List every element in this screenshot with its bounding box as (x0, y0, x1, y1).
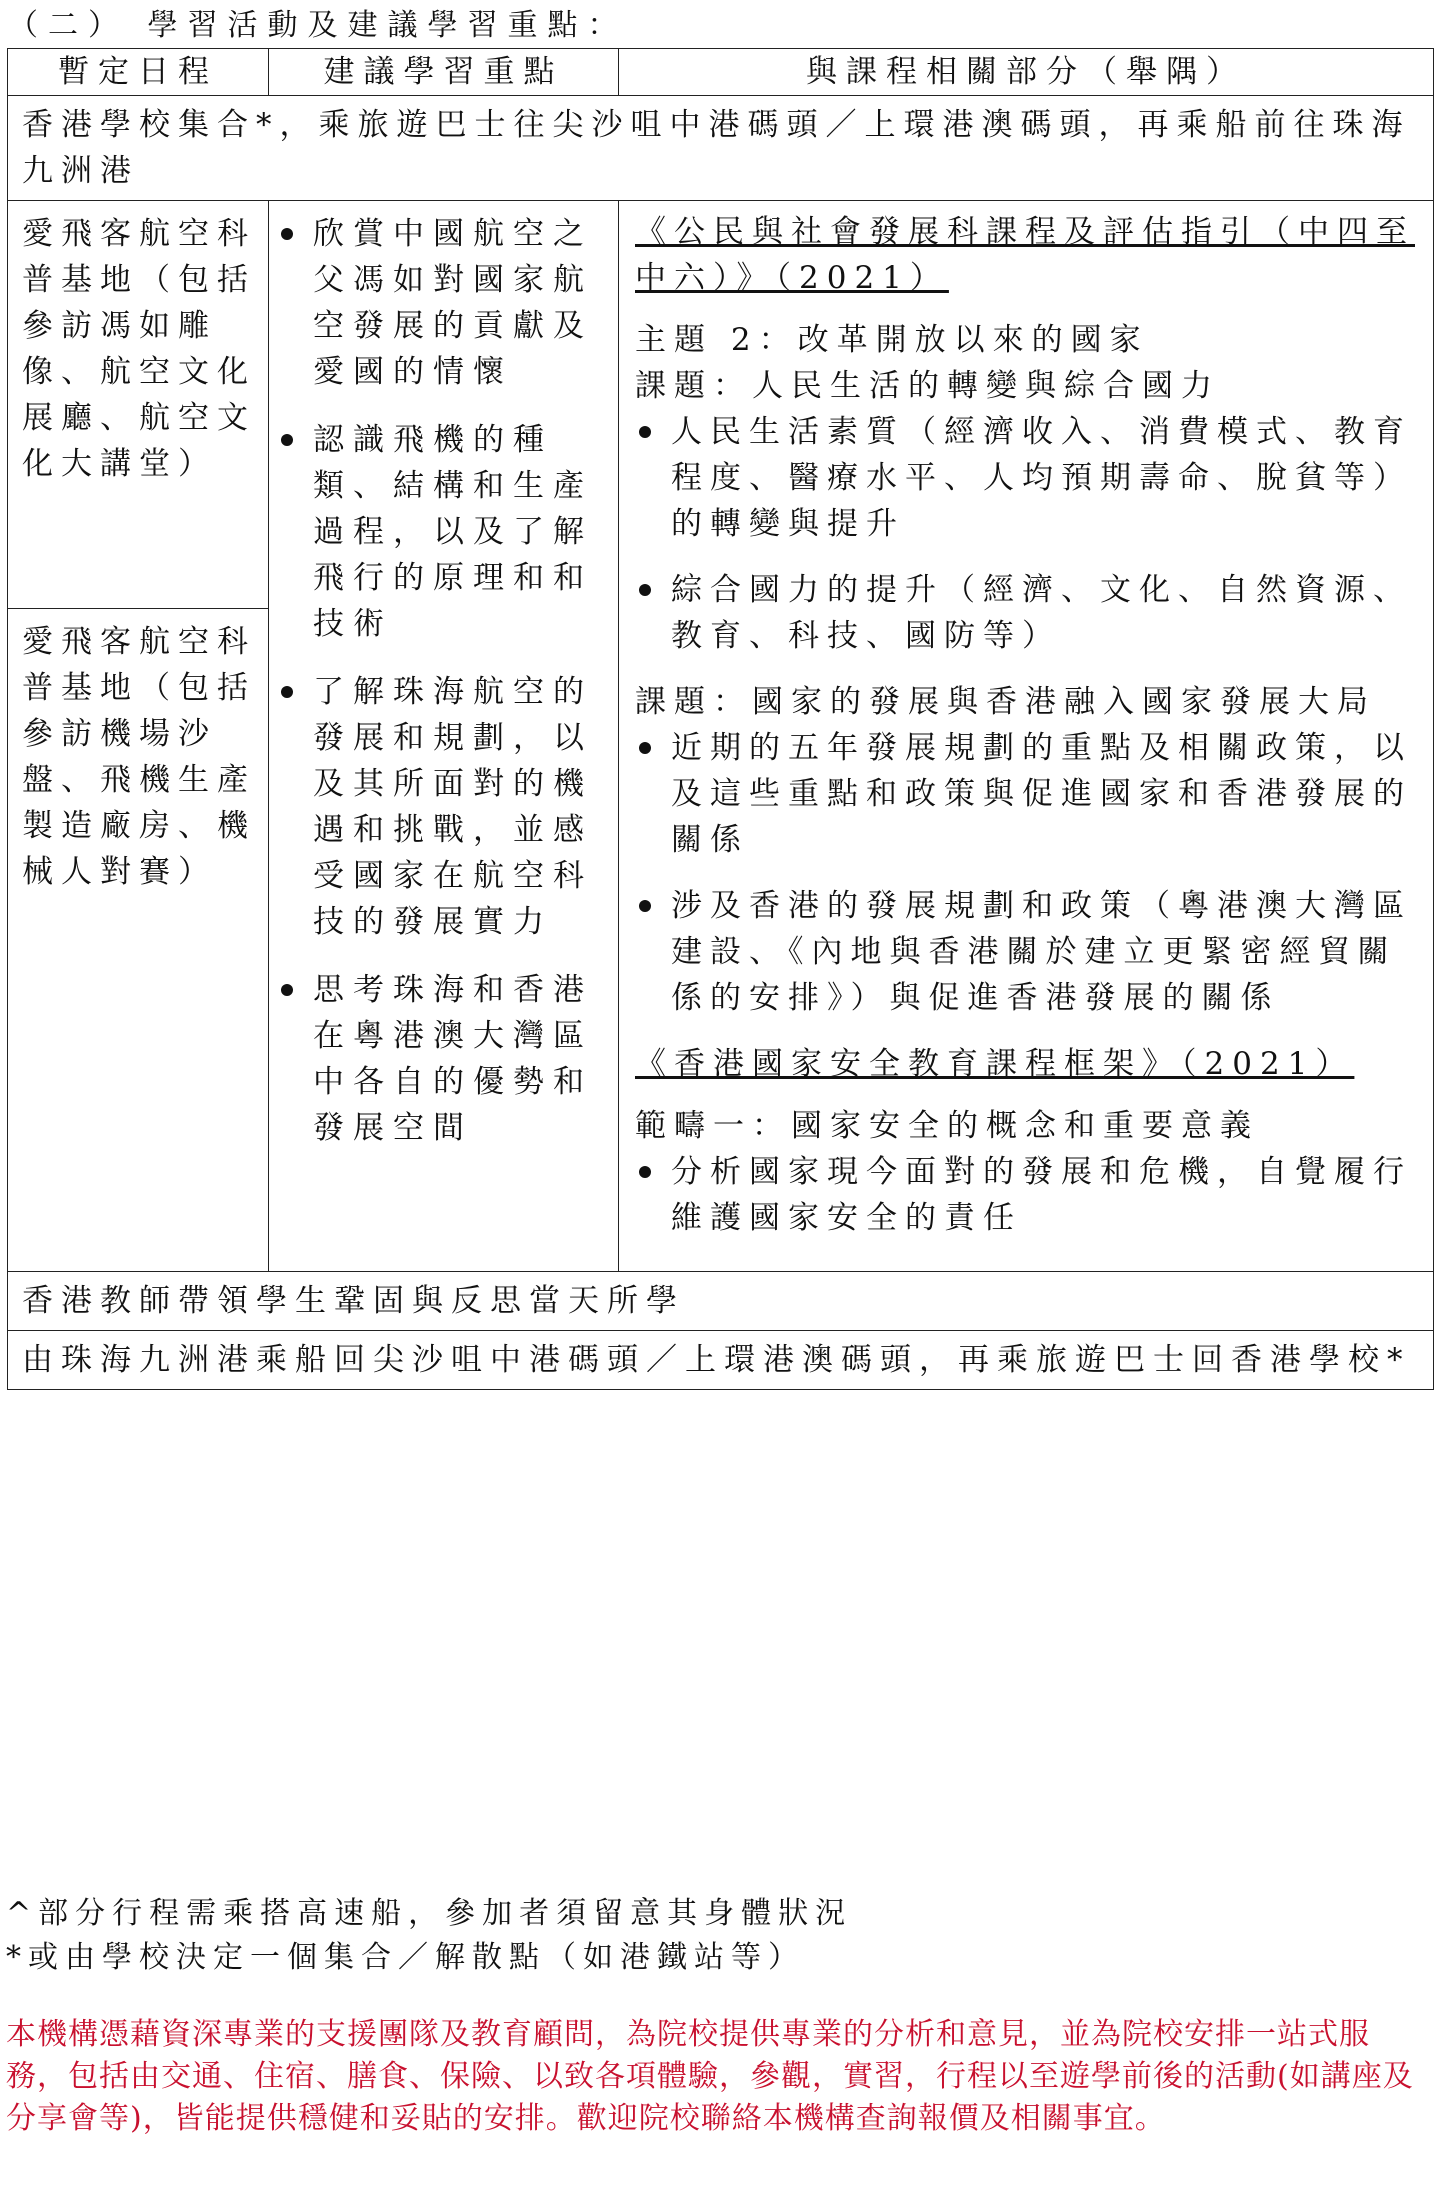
row-start: 香港學校集合*，乘旅遊巴士往尖沙咀中港碼頭／上環港澳碼頭，再乘船前往珠海九洲港 (8, 96, 1434, 201)
table-row (8, 1272, 1434, 1331)
header-schedule: 暫定日程 (8, 49, 269, 96)
footnotes (6, 1892, 1426, 1980)
schedule-item-1: 愛飛客航空科普基地（包括參訪馮如雕像、航空文化展廳、航空文化大講堂） (22, 216, 256, 482)
row-review: 香港教師帶領學生鞏固與反思當天所學 (8, 1272, 1434, 1331)
curriculum-cell (619, 201, 1434, 1272)
list-item: 認識飛機的種類、結構和生產過程，以及了解飛行的原理和和技術 (277, 417, 608, 647)
scope-1-list (635, 1149, 1423, 1241)
list-item: 涉及香港的發展規劃和政策（粵港澳大灣區建設、《內地與香港關於建立更緊密經貿關係的安排》）與促進香港發展的關係 (635, 883, 1423, 1021)
scope-1: 範疇一：國家安全的概念和重要意義 (635, 1108, 1259, 1144)
topic-1: 課題：人民生活的轉變與綜合國力 (635, 368, 1220, 404)
header-curriculum: 與課程相關部分（舉隅） (619, 49, 1434, 96)
curriculum-doc-1-title: 《公民與社會發展科課程及評估指引（中四至中六）》（2021） (635, 214, 1415, 296)
list-item: 了解珠海航空的發展和規劃，以及其所面對的機遇和挑戰，並感受國家在航空科技的發展實力 (277, 669, 608, 945)
table-header-row (8, 49, 1434, 96)
list-item: 分析國家現今面對的發展和危機，自覺履行維護國家安全的責任 (635, 1149, 1423, 1241)
theme-2: 主題 2：改革開放以來的國家 (635, 322, 1149, 358)
list-item: 綜合國力的提升（經濟、文化、自然資源、教育、科技、國防等） (635, 567, 1423, 659)
list-item: 欣賞中國航空之父馮如對國家航空發展的貢獻及愛國的情懷 (277, 211, 608, 395)
itinerary-table (7, 48, 1434, 1390)
focus-list (277, 211, 608, 1151)
footnote-assembly-point: *或由學校決定一個集合／解散點（如港鐵站等） (6, 1940, 805, 1975)
list-item: 思考珠海和香港在粵港澳大灣區中各自的優勢和發展空間 (277, 967, 608, 1151)
list-item: 近期的五年發展規劃的重點及相關政策，以及這些重點和政策與促進國家和香港發展的關係 (635, 725, 1423, 863)
topic-1-list (635, 409, 1423, 659)
table-row (8, 201, 1434, 1272)
curriculum-doc-2-title: 《香港國家安全教育課程框架》（2021） (635, 1046, 1355, 1082)
topic-2: 課題：國家的發展與香港融入國家發展大局 (635, 684, 1376, 720)
table-row (8, 96, 1434, 201)
schedule-cell (8, 201, 269, 1272)
list-item: 人民生活素質（經濟收入、消費模式、教育程度、醫療水平、人均預期壽命、脫貧等）的轉變與提升 (635, 409, 1423, 547)
promo-paragraph: 本機構憑藉資深專業的支援團隊及教育顧問，為院校提供專業的分析和意見，並為院校安排一站式服務，包括由交通、住宿、膳食、保險、以致各項體驗，參觀，實習，行程以至遊學前後的活動(如講座及分享會等)，皆能提供穩健和妥貼的安排。歡迎院校聯絡本機構查詢報價及相關事宜。 (6, 2017, 1414, 2136)
focus-cell (269, 201, 619, 1272)
footnote-high-speed-boat: ^部分行程需乘搭高速船，參加者須留意其身體狀況 (6, 1896, 853, 1931)
schedule-item-2: 愛飛客航空科普基地（包括參訪機場沙盤、飛機生產製造廠房、機械人對賽） (8, 608, 268, 895)
topic-2-list (635, 725, 1423, 1021)
header-focus: 建議學習重點 (269, 49, 619, 96)
row-end: 由珠海九洲港乘船回尖沙咀中港碼頭／上環港澳碼頭，再乘旅遊巴士回香港學校* (8, 1331, 1434, 1390)
table-row (8, 1331, 1434, 1390)
section-heading: （二） 學習活動及建議學習重點： (8, 8, 628, 43)
